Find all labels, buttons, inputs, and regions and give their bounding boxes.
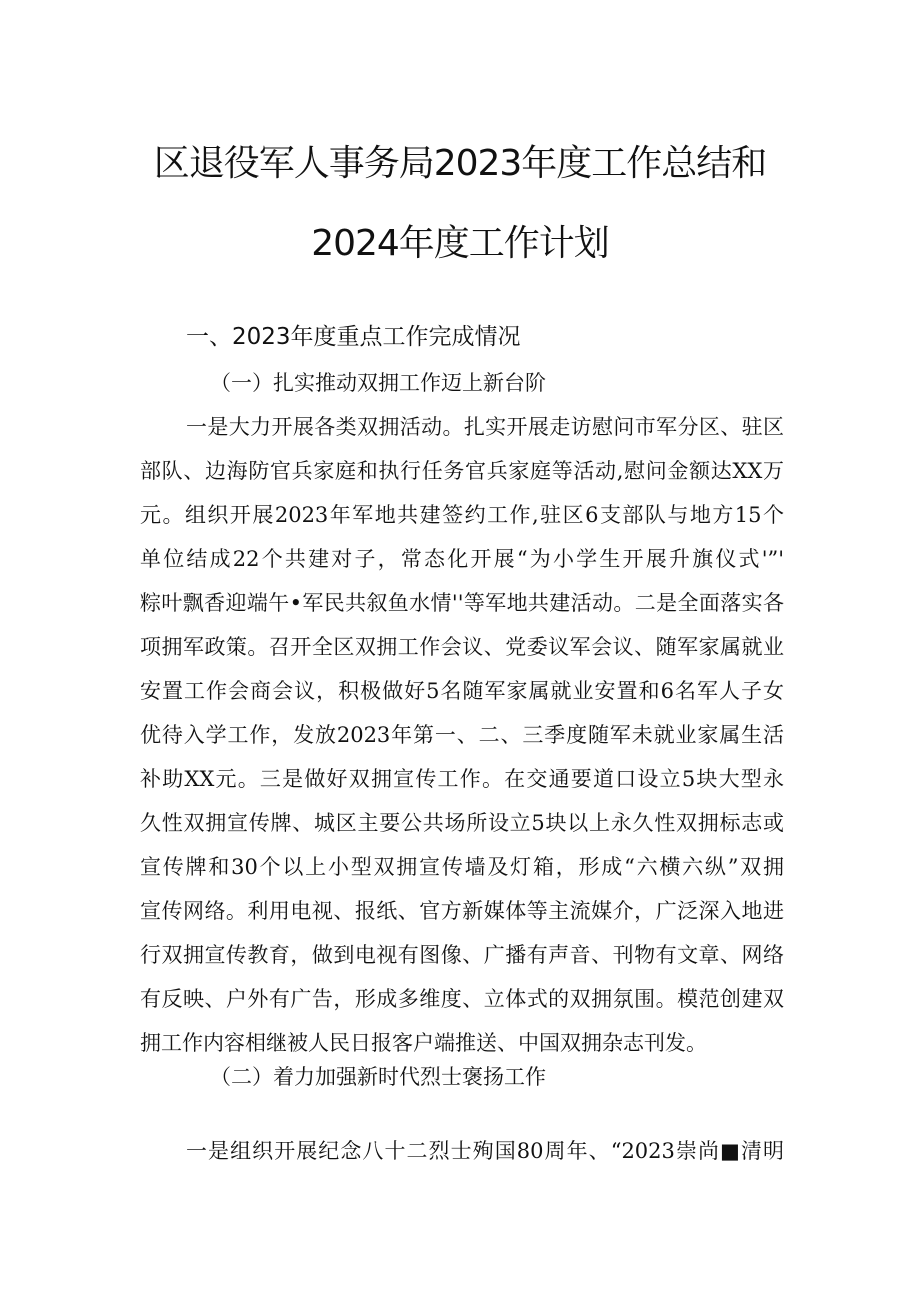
paragraph-line: 部队、边海防官兵家庭和执行任务官兵家庭等活动,慰问金额达XX万 <box>140 459 784 483</box>
document-title-line-1: 区退役军人事务局2023年度工作总结和 <box>153 143 767 184</box>
document-title-line-2: 2024年度工作计划 <box>311 223 609 264</box>
paragraph-line: 优待入学工作，发放2023年第一、二、三季度随军未就业家属生活 <box>140 723 784 747</box>
paragraph-line: 一是大力开展各类双拥活动。扎实开展走访慰问市军分区、驻区 <box>186 415 784 439</box>
paragraph-line: 安置工作会商会议，积极做好5名随军家属就业安置和6名军人子女 <box>140 679 784 703</box>
paragraph-line: 粽叶飘香迎端午•军民共叙鱼水情''等军地共建活动。二是全面落实各 <box>140 591 784 615</box>
section-heading-1: 一、2023年度重点工作完成情况 <box>186 324 521 350</box>
paragraph-line: 一是组织开展纪念八十二烈士殉国80周年、“2023崇尚■清明 <box>186 1139 784 1163</box>
subsection-heading-2: （二）着力加强新时代烈士褒扬工作 <box>210 1065 546 1089</box>
paragraph-line: 久性双拥宣传牌、城区主要公共场所设立5块以上永久性双拥标志或 <box>140 811 784 835</box>
paragraph-line: 项拥军政策。召开全区双拥工作会议、党委议军会议、随军家属就业 <box>140 635 784 659</box>
paragraph-line: 宣传网络。利用电视、报纸、官方新媒体等主流媒介，广泛深入地进 <box>140 899 784 923</box>
paragraph-line: 行双拥宣传教育，做到电视有图像、广播有声音、刊物有文章、网络 <box>140 943 784 967</box>
paragraph-line: 有反映、户外有广告，形成多维度、立体式的双拥氛围。模范创建双 <box>140 987 784 1011</box>
paragraph-line: 元。组织开展2023年军地共建签约工作,驻区6支部队与地方15个 <box>140 503 784 527</box>
paragraph-line: 补助XX元。三是做好双拥宣传工作。在交通要道口设立5块大型永 <box>140 767 784 791</box>
paragraph-line: 单位结成22个共建对子，常态化开展“为小学生开展升旗仪式'”' <box>140 547 784 571</box>
subsection-heading-1: （一）扎实推动双拥工作迈上新台阶 <box>210 371 546 395</box>
paragraph-line: 宣传牌和30个以上小型双拥宣传墙及灯箱，形成“六横六纵”双拥 <box>140 855 784 879</box>
paragraph-line: 拥工作内容相继被人民日报客户端推送、中国双拥杂志刊发。 <box>140 1031 707 1055</box>
